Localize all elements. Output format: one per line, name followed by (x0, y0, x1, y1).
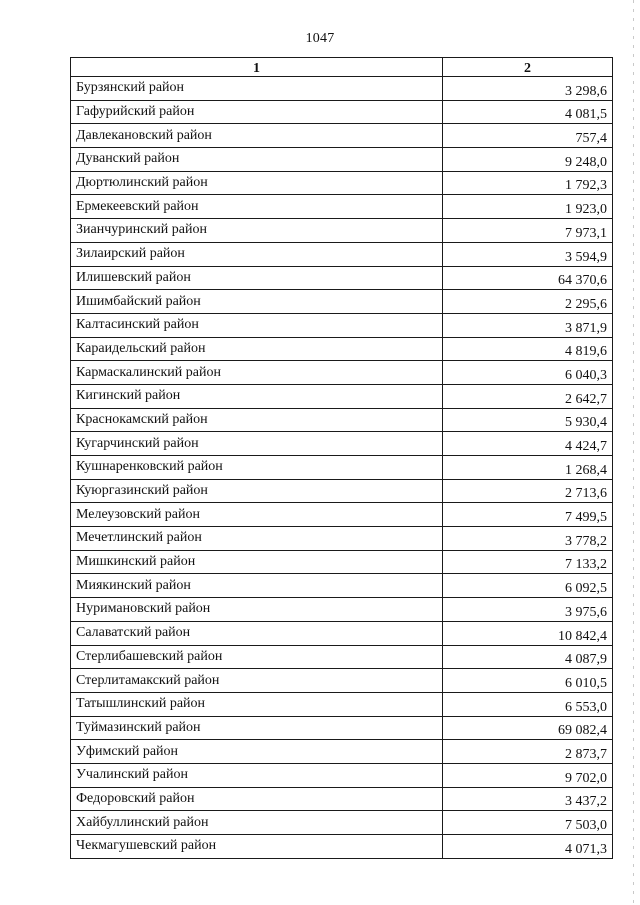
table-row (71, 171, 613, 195)
district-value-cell: 3 778,2 (443, 527, 613, 551)
table-row (71, 645, 613, 669)
table-row (71, 716, 613, 740)
district-value-cell: 6 010,5 (443, 669, 613, 693)
district-name-cell: Салаватский район (71, 621, 443, 645)
table-row (71, 266, 613, 290)
district-value-cell: 5 930,4 (443, 408, 613, 432)
district-value-cell: 3 298,6 (443, 77, 613, 101)
district-name-cell: Туймазинский район (71, 716, 443, 740)
scan-edge-artifact (633, 0, 634, 905)
district-value-cell: 9 248,0 (443, 148, 613, 172)
district-value-cell: 7 133,2 (443, 550, 613, 574)
column-header-1: 1 (71, 58, 443, 77)
district-value-cell: 7 973,1 (443, 219, 613, 243)
district-value-cell: 4 081,5 (443, 100, 613, 124)
district-value-cell: 4 087,9 (443, 645, 613, 669)
district-value-cell: 4 819,6 (443, 337, 613, 361)
district-value-cell: 7 503,0 (443, 811, 613, 835)
district-value-cell: 4 424,7 (443, 432, 613, 456)
district-name-cell: Куюргазинский район (71, 479, 443, 503)
district-value-cell: 3 594,9 (443, 242, 613, 266)
district-value-cell: 1 792,3 (443, 171, 613, 195)
table-row (71, 669, 613, 693)
page-number: 1047 (305, 31, 335, 46)
district-name-cell: Кигинский район (71, 384, 443, 408)
district-name-cell: Караидельский район (71, 337, 443, 361)
district-name-cell: Хайбуллинский район (71, 811, 443, 835)
district-value-cell: 6 553,0 (443, 692, 613, 716)
district-value-cell: 3 871,9 (443, 313, 613, 337)
district-name-cell: Уфимский район (71, 740, 443, 764)
table-row (71, 740, 613, 764)
district-name-cell: Чекмагушевский район (71, 835, 443, 859)
district-name-cell: Нуримановский район (71, 598, 443, 622)
district-value-cell: 2 642,7 (443, 384, 613, 408)
district-name-cell: Ишимбайский район (71, 290, 443, 314)
district-name-cell: Мишкинский район (71, 550, 443, 574)
district-name-cell: Зилаирский район (71, 242, 443, 266)
district-name-cell: Краснокамский район (71, 408, 443, 432)
table-row (71, 337, 613, 361)
table-row (71, 100, 613, 124)
table-row (71, 598, 613, 622)
district-value-cell: 4 071,3 (443, 835, 613, 859)
table-row (71, 313, 613, 337)
district-name-cell: Учалинский район (71, 763, 443, 787)
table-row (71, 763, 613, 787)
table-row (71, 77, 613, 101)
table-row (71, 479, 613, 503)
district-value-cell: 7 499,5 (443, 503, 613, 527)
table-row (71, 550, 613, 574)
district-value-cell: 757,4 (443, 124, 613, 148)
district-name-cell: Дюртюлинский район (71, 171, 443, 195)
table-row (71, 195, 613, 219)
table-row (71, 408, 613, 432)
table-row (71, 290, 613, 314)
district-name-cell: Федоровский район (71, 787, 443, 811)
district-name-cell: Мечетлинский район (71, 527, 443, 551)
table-row (71, 692, 613, 716)
district-value-cell: 10 842,4 (443, 621, 613, 645)
district-name-cell: Татышлинский район (71, 692, 443, 716)
district-name-cell: Кушнаренковский район (71, 456, 443, 480)
table-row (71, 384, 613, 408)
district-value-cell: 64 370,6 (443, 266, 613, 290)
district-name-cell: Стерлитамакский район (71, 669, 443, 693)
district-value-cell: 1 923,0 (443, 195, 613, 219)
table-row (71, 574, 613, 598)
table-row (71, 432, 613, 456)
table-row (71, 219, 613, 243)
table-row (71, 621, 613, 645)
district-name-cell: Миякинский район (71, 574, 443, 598)
district-value-cell: 3 975,6 (443, 598, 613, 622)
table-header-row (71, 58, 613, 77)
table-row (71, 527, 613, 551)
table-body (71, 77, 613, 859)
table-row (71, 148, 613, 172)
district-name-cell: Калтасинский район (71, 313, 443, 337)
district-name-cell: Давлекановский район (71, 124, 443, 148)
district-value-cell: 3 437,2 (443, 787, 613, 811)
table-row (71, 124, 613, 148)
table-row (71, 361, 613, 385)
district-name-cell: Илишевский район (71, 266, 443, 290)
table-row (71, 456, 613, 480)
district-value-cell: 1 268,4 (443, 456, 613, 480)
district-name-cell: Мелеузовский район (71, 503, 443, 527)
district-name-cell: Бурзянский район (71, 77, 443, 101)
table-row (71, 242, 613, 266)
table-row (71, 811, 613, 835)
district-value-cell: 6 092,5 (443, 574, 613, 598)
district-name-cell: Кармаскалинский район (71, 361, 443, 385)
district-name-cell: Ермекеевский район (71, 195, 443, 219)
column-header-2: 2 (443, 58, 613, 77)
district-value-cell: 2 873,7 (443, 740, 613, 764)
district-value-cell: 2 713,6 (443, 479, 613, 503)
table-row (71, 503, 613, 527)
table-row (71, 835, 613, 859)
district-name-cell: Зианчуринский район (71, 219, 443, 243)
district-table (70, 57, 613, 859)
district-value-cell: 69 082,4 (443, 716, 613, 740)
district-name-cell: Дуванский район (71, 148, 443, 172)
district-value-cell: 2 295,6 (443, 290, 613, 314)
table-row (71, 787, 613, 811)
district-name-cell: Кугарчинский район (71, 432, 443, 456)
district-name-cell: Стерлибашевский район (71, 645, 443, 669)
district-value-cell: 6 040,3 (443, 361, 613, 385)
district-name-cell: Гафурийский район (71, 100, 443, 124)
district-value-cell: 9 702,0 (443, 763, 613, 787)
